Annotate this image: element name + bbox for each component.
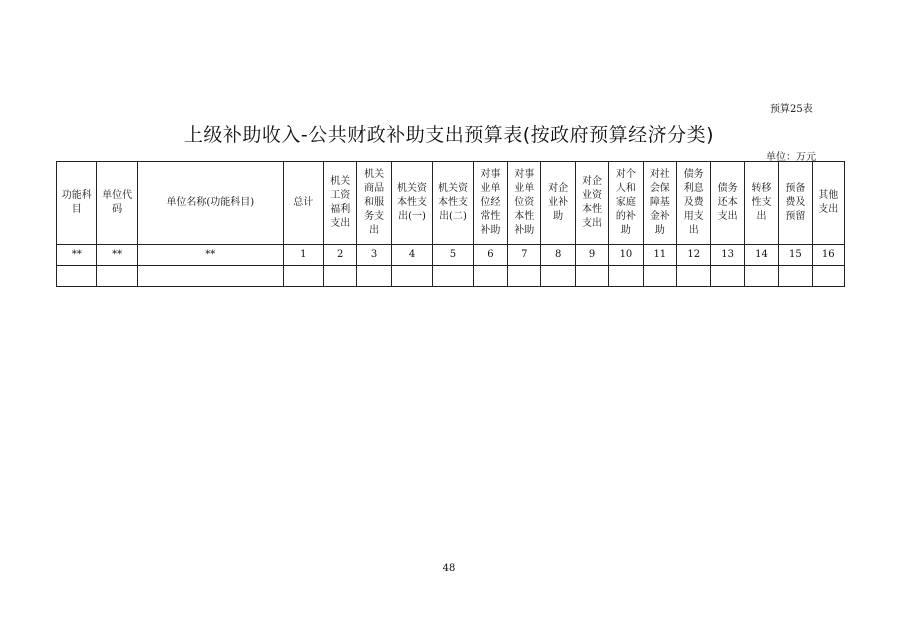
column-number: 7 xyxy=(508,245,541,266)
column-number: 4 xyxy=(391,245,432,266)
column-header: 机关资本性支出(一) xyxy=(391,162,432,245)
column-header: 对事业单位资本性补助 xyxy=(508,162,541,245)
column-number: 1 xyxy=(283,245,323,266)
column-number: 2 xyxy=(324,245,357,266)
column-header: 转移性支出 xyxy=(744,162,778,245)
column-header: 债务还本支出 xyxy=(711,162,744,245)
column-number: 16 xyxy=(812,245,844,266)
page-number: 48 xyxy=(442,563,456,574)
column-number: ** xyxy=(97,245,137,266)
column-number: 5 xyxy=(433,245,473,266)
empty-cell xyxy=(744,266,778,287)
column-number: 10 xyxy=(609,245,643,266)
table-number: 预算25表 xyxy=(770,104,813,115)
empty-cell xyxy=(324,266,357,287)
empty-cell xyxy=(57,266,97,287)
column-number: 11 xyxy=(643,245,676,266)
empty-cell xyxy=(473,266,507,287)
column-header: 对企业资本性支出 xyxy=(575,162,608,245)
column-header: 机关资本性支出(二) xyxy=(433,162,473,245)
column-number: 6 xyxy=(473,245,507,266)
budget-table xyxy=(56,161,845,287)
empty-cell xyxy=(508,266,541,287)
empty-cell xyxy=(137,266,283,287)
column-header: 对个人和家庭的补助 xyxy=(609,162,643,245)
empty-cell xyxy=(97,266,137,287)
column-header: 债务利息及费用支出 xyxy=(677,162,711,245)
column-number: 14 xyxy=(744,245,778,266)
column-header: 单位代码 xyxy=(97,162,137,245)
column-number-row xyxy=(57,245,845,266)
empty-cell xyxy=(283,266,323,287)
empty-cell xyxy=(779,266,812,287)
column-header: 功能科目 xyxy=(57,162,97,245)
column-header: 机关工资福利支出 xyxy=(324,162,357,245)
column-number: 3 xyxy=(357,245,391,266)
column-number: 15 xyxy=(779,245,812,266)
column-header: 其他支出 xyxy=(812,162,844,245)
empty-cell xyxy=(391,266,432,287)
empty-row xyxy=(57,266,845,287)
column-header: 预备费及预留 xyxy=(779,162,812,245)
header-row xyxy=(57,162,845,245)
column-header: 对社会保障基金补助 xyxy=(643,162,676,245)
unit-label: 单位：万元 xyxy=(766,152,816,163)
empty-cell xyxy=(812,266,844,287)
empty-cell xyxy=(357,266,391,287)
empty-cell xyxy=(711,266,744,287)
column-number: 8 xyxy=(541,245,575,266)
column-number: 13 xyxy=(711,245,744,266)
empty-cell xyxy=(609,266,643,287)
column-header: 单位名称(功能科目) xyxy=(137,162,283,245)
empty-cell xyxy=(575,266,608,287)
column-number: ** xyxy=(137,245,283,266)
column-number: 12 xyxy=(677,245,711,266)
column-number: ** xyxy=(57,245,97,266)
column-header: 总计 xyxy=(283,162,323,245)
empty-cell xyxy=(433,266,473,287)
empty-cell xyxy=(541,266,575,287)
column-header: 对事业单位经常性补助 xyxy=(473,162,507,245)
column-header: 机关商品和服务支出 xyxy=(357,162,391,245)
page-title: 上级补助收入-公共财政补助支出预算表(按政府预算经济分类) xyxy=(183,124,715,146)
column-header: 对企业补助 xyxy=(541,162,575,245)
empty-cell xyxy=(643,266,676,287)
column-number: 9 xyxy=(575,245,608,266)
empty-cell xyxy=(677,266,711,287)
